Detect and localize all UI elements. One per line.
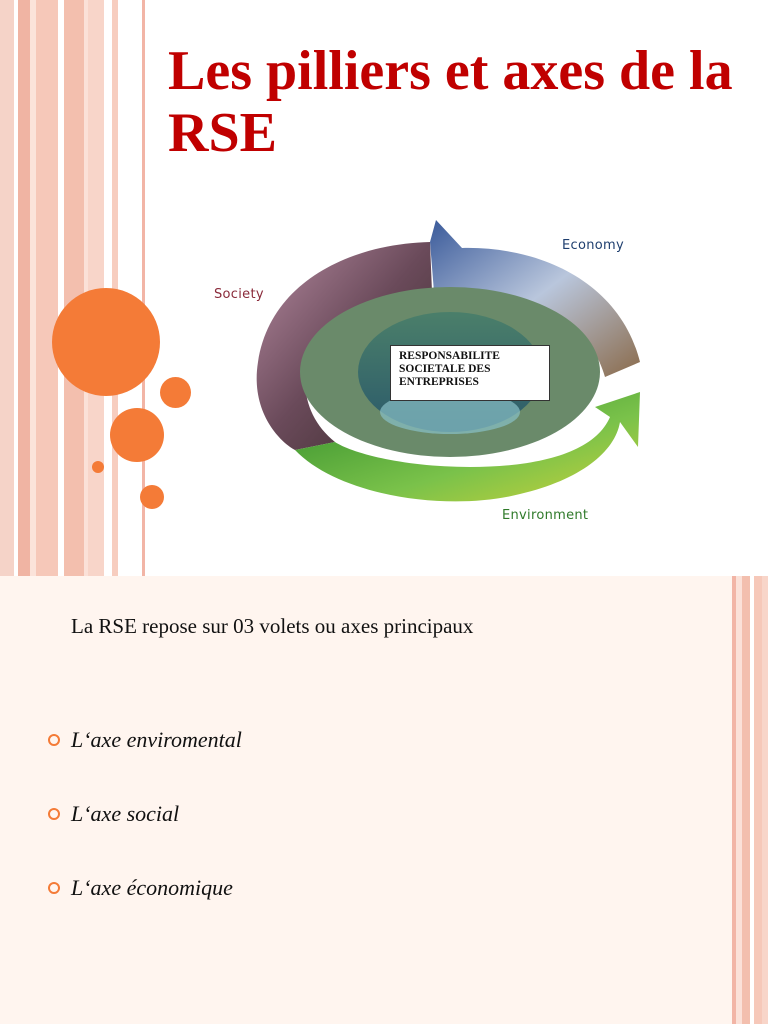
decorative-circle-large [52, 288, 160, 396]
decorative-circle-medium [110, 408, 164, 462]
list-item [48, 870, 242, 906]
rse-pillars-diagram [200, 212, 660, 532]
intro-text: La RSE repose sur 03 volets ou axes principaux [71, 614, 474, 638]
bullet-ring-icon [48, 882, 60, 894]
slide-2 [0, 576, 768, 1024]
center-label-box: RESPONSABILITE SOCIETALE DES ENTREPRISES [390, 345, 550, 401]
decorative-circle-tiny [92, 461, 104, 473]
bullet-ring-icon [48, 734, 60, 746]
slide-title: Les pilliers et axes de la RSE [168, 40, 733, 164]
axis-economic: L‘axe économique [71, 875, 233, 900]
label-society: Society [214, 287, 264, 302]
bullet-ring-icon [48, 808, 60, 820]
axes-list [48, 722, 242, 944]
axis-social: L‘axe social [71, 801, 180, 826]
decorative-stripes-right [732, 576, 768, 1024]
list-item [48, 722, 242, 758]
decorative-stripes-left [0, 0, 150, 576]
axis-environmental: L‘axe enviromental [71, 727, 242, 752]
label-economy: Economy [562, 238, 624, 253]
label-environment: Environment [502, 508, 589, 523]
list-item [48, 796, 242, 832]
decorative-circle-small [160, 377, 191, 408]
decorative-circle-small-2 [140, 485, 164, 509]
